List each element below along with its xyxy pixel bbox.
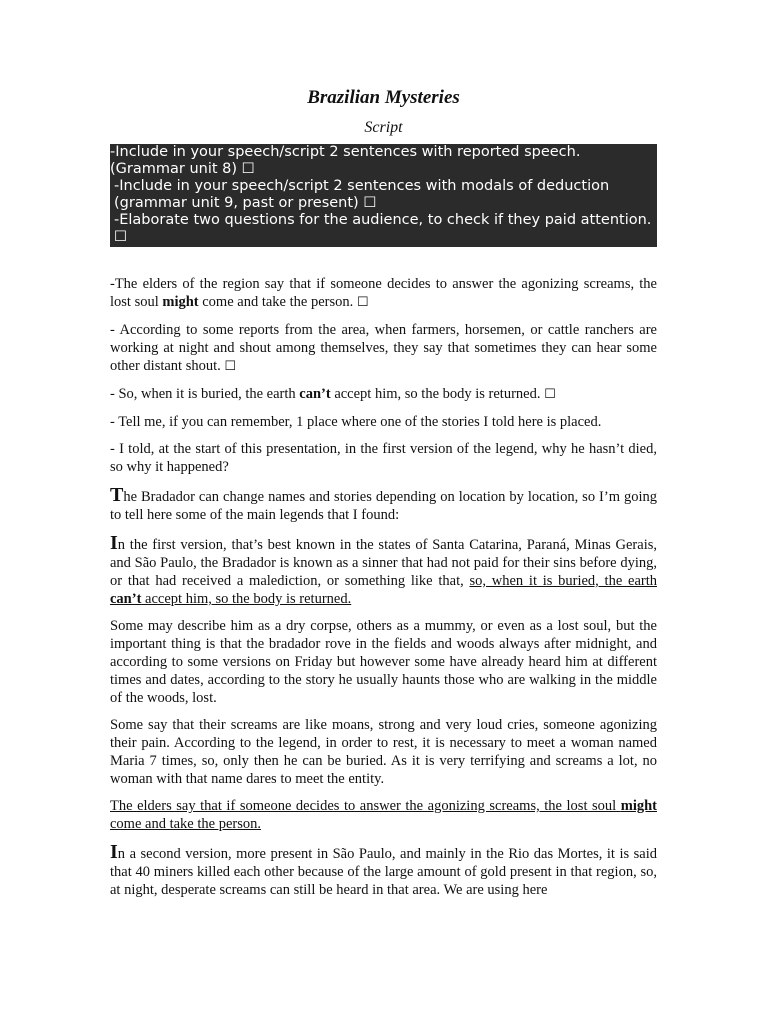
paragraph-first-version-text: n the first version, that’s best known in the states of Santa Catarina, Paraná, Minas Gerais, and São Paulo, the Bradador is known as a sinner that had not paid for their sins before dying, or that had received a malediction, or something like that, — [110, 537, 657, 589]
document-page — [110, 86, 657, 899]
question-3-text-end: accept him, so the body is returned. — [330, 386, 545, 402]
instruction-modals: -Include in your speech/script 2 sentences with modals of deduction (grammar unit 9, past or present) ☐ — [114, 178, 610, 211]
question-1-text: -The elders of the region say that if someone decides to answer the agonizing screams, the lost soul — [110, 276, 657, 310]
paragraph-screams: Some say that their screams are like moans, strong and very loud cries, someone agonizing their pain. According to the legend, in order to rest, it is necessary to meet a woman named Maria 7 times, so, only then he can be buried. As it is very terrifying and screams a lot, no woman with that name dares to meet the entity. — [110, 717, 657, 787]
paragraph-elders — [110, 797, 657, 833]
question-2 — [110, 321, 657, 376]
underlined-text-end: accept him, so the body is returned. — [141, 591, 352, 607]
checkbox-icon[interactable]: ☐ — [224, 359, 237, 374]
underlined-text: so, when it is buried, the earth — [469, 573, 657, 589]
drop-cap: I — [110, 532, 118, 554]
paragraph-elders-text-end: come and take the person. — [110, 816, 261, 832]
instructions-box — [110, 144, 657, 247]
question-1-text-end: come and take the person. — [198, 294, 357, 310]
paragraph-elders-text: The elders say that if someone decides to answer the agonizing screams, the lost soul — [110, 798, 621, 814]
drop-cap: I — [110, 841, 118, 863]
question-3-text: - So, when it is buried, the earth — [110, 386, 300, 402]
drop-cap: T — [110, 484, 124, 506]
paragraph-first-version — [110, 534, 657, 608]
paragraph-intro-text: he Bradador can change names and stories depending on location by location, so I’m going to tell here some of the main legends that I found: — [110, 489, 657, 523]
instruction-reported-speech: -Include in your speech/script 2 sentences with reported speech. (Grammar unit 8) ☐ — [110, 144, 581, 177]
question-1 — [110, 275, 657, 312]
question-5: - I told, at the start of this presentation, in the first version of the legend, why he hasn’t died, so why it happened? — [110, 441, 657, 475]
question-2-text: - According to some reports from the area, when farmers, horsemen, or cattle ranchers are working at night and shout among themselves, they say that sometimes they can hear some other distant shout. — [110, 322, 657, 374]
question-4: - Tell me, if you can remember, 1 place where one of the stories I told here is placed. — [110, 414, 602, 430]
document-title: Brazilian Mysteries — [307, 87, 460, 108]
paragraph-elders-bold: might — [620, 798, 657, 814]
paragraph-intro — [110, 486, 657, 524]
question-1-bold: might — [162, 294, 199, 310]
instruction-questions: -Elaborate two questions for the audience, to check if they paid attention. ☐ — [114, 212, 652, 245]
checkbox-icon[interactable]: ☐ — [544, 387, 556, 402]
paragraph-description: Some may describe him as a dry corpse, others as a mummy, or even as a lost soul, but the important thing is that the bradador rove in the fields and woods always after midnight, and according to some versions on Friday but however some have already heard him at different times and dates, according to the story he usually haunts those who are walking in the middle of the woods, lost. — [110, 618, 657, 706]
underlined-bold: can’t — [110, 591, 142, 607]
paragraph-second-version-text: n a second version, more present in São Paulo, and mainly in the Rio das Mortes, it is said that 40 miners killed each other because of the large amount of gold present in that region, so, at night, desperate screams can still be heard in that area. We are using here — [110, 846, 657, 898]
question-3 — [110, 385, 657, 404]
checkbox-icon[interactable]: ☐ — [356, 295, 369, 310]
document-subtitle: Script — [364, 119, 403, 136]
question-3-bold: can’t — [299, 386, 331, 402]
paragraph-second-version — [110, 843, 657, 899]
